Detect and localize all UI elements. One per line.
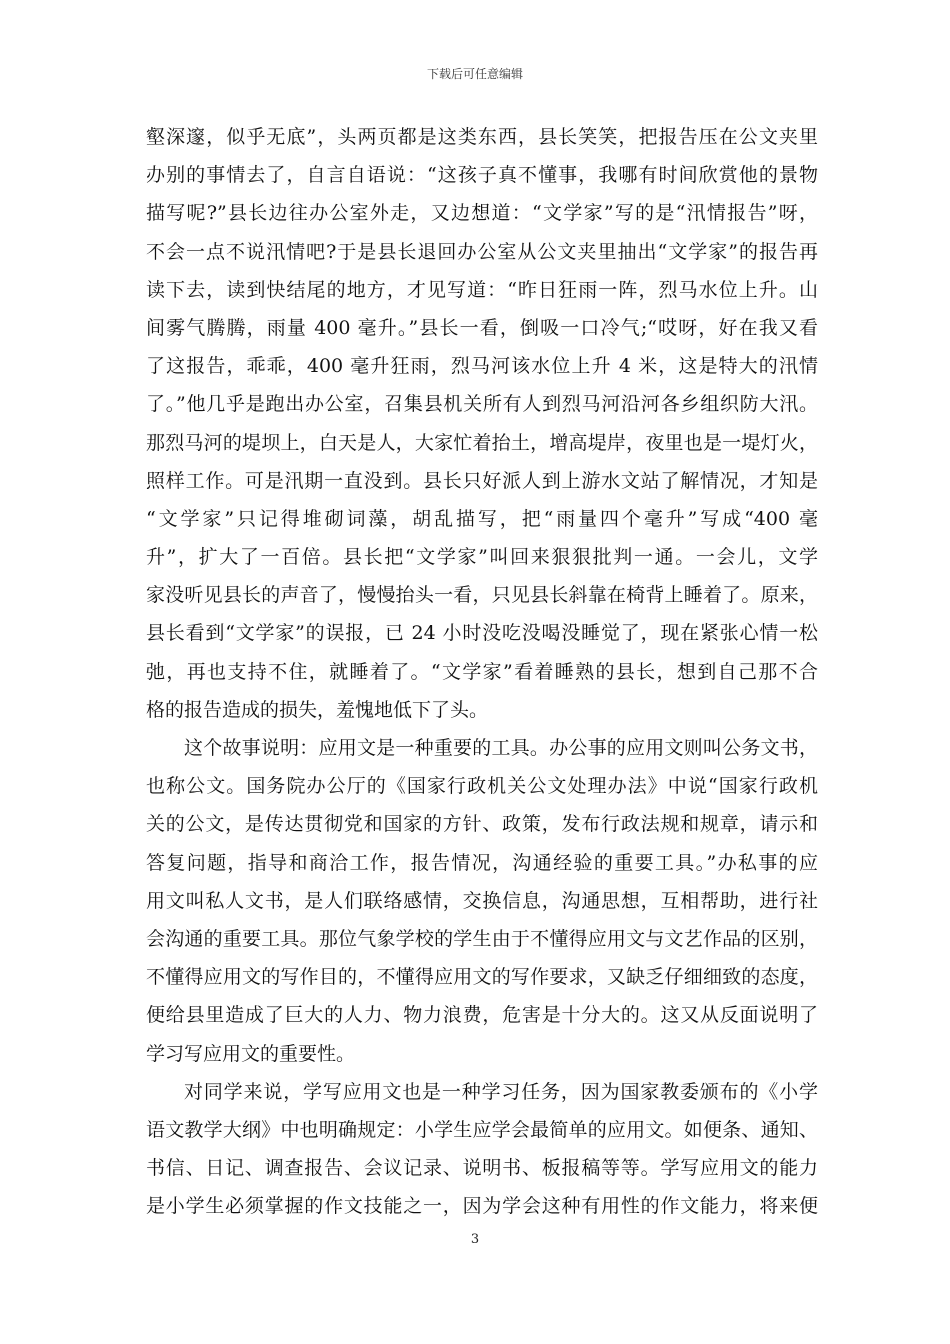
text-line: 了这报告，乖乖，400 毫升狂雨，烈马河该水位上升 4 米，这是特大的汛情 bbox=[146, 355, 818, 378]
page-number: 3 bbox=[470, 1232, 480, 1247]
text-line: 家没听见县长的声音了，慢慢抬头一看，只见县长斜靠在椅背上睡着了。原来， bbox=[146, 584, 818, 607]
text-line: “文学家”只记得堆砌词藻，胡乱描写，把“雨量四个毫升”写成“400 毫 bbox=[146, 507, 818, 530]
text-line: 描写呢?”县长边往办公室外走，又边想道：“文学家”写的是“汛情报告”呀， bbox=[146, 202, 818, 225]
text-line: 语文教学大纲》中也明确规定：小学生应学会最简单的应用文。如便条、通知、 bbox=[146, 1118, 818, 1141]
text-line: 学习写应用文的重要性。 bbox=[146, 1042, 356, 1065]
text-line: 办别的事情去了，自言自语说：“这孩子真不懂事，我哪有时间欣赏他的景物 bbox=[146, 164, 818, 187]
text-line: 书信、日记、调查报告、会议记录、说明书、板报稿等等。学写应用文的能力 bbox=[146, 1157, 818, 1180]
text-line: 这个故事说明：应用文是一种重要的工具。办公事的应用文则叫公务文书， bbox=[184, 737, 818, 759]
page-header: 下载后可任意编辑 bbox=[426, 67, 523, 81]
text-line: 关的公文，是传达贯彻党和国家的方针、政策，发布行政法规和规章，请示和 bbox=[146, 813, 818, 836]
text-line: 不懂得应用文的写作目的，不懂得应用文的写作要求，又缺乏仔细细致的态度， bbox=[146, 966, 818, 989]
text-line: 照样工作。可是汛期一直没到。县长只好派人到上游水文站了解情况，才知是 bbox=[146, 469, 818, 492]
text-line: 便给县里造成了巨大的人力、物力浪费，危害是十分大的。这又从反面说明了 bbox=[146, 1004, 818, 1027]
text-line: 用文叫私人文书，是人们联络感情，交换信息，沟通思想，互相帮助，进行社 bbox=[146, 889, 818, 912]
text-line: 答复问题，指导和商洽工作，报告情况，沟通经验的重要工具。”办私事的应 bbox=[146, 851, 818, 874]
text-line: 县长看到“文学家”的误报，已 24 小时没吃没喝没睡觉了，现在紧张心情一松 bbox=[146, 622, 818, 645]
text-line: 间雾气腾腾，雨量 400 毫升。”县长一看，倒吸一口冷气;“哎呀，好在我又看 bbox=[146, 316, 818, 339]
text-line: 会沟通的重要工具。那位气象学校的学生由于不懂得应用文与文艺作品的区别， bbox=[146, 927, 818, 950]
text-line: 对同学来说，学写应用文也是一种学习任务，因为国家教委颁布的《小学 bbox=[184, 1080, 818, 1103]
text-line: 弛，再也支持不住，就睡着了。“文学家”看着睡熟的县长，想到自己那不合 bbox=[146, 660, 818, 683]
text-line: 也称公文。国务院办公厅的《国家行政机关公文处理办法》中说“国家行政机 bbox=[146, 775, 818, 798]
text-line: 读下去，读到快结尾的地方，才见写道：“昨日狂雨一阵，烈马水位上升。山 bbox=[146, 278, 818, 301]
text-line: 升”，扩大了一百倍。县长把“文学家”叫回来狠狠批判一通。一会儿，文学 bbox=[146, 546, 818, 569]
text-line: 那烈马河的堤坝上，白天是人，大家忙着抬土，增高堤岸，夜里也是一堤灯火， bbox=[146, 431, 818, 454]
text-line: 格的报告造成的损失，羞愧地低下了头。 bbox=[146, 698, 489, 721]
text-line: 壑深邃，似乎无底”，头两页都是这类东西，县长笑笑，把报告压在公文夹里 bbox=[146, 126, 818, 148]
text-line: 是小学生必须掌握的作文技能之一，因为学会这种有用性的作文能力，将来便 bbox=[146, 1195, 818, 1218]
text-line: 了。”他几乎是跑出办公室，召集县机关所有人到烈马河沿河各乡组织防大汛。 bbox=[146, 393, 818, 416]
document-body bbox=[146, 118, 818, 1225]
text-line: 不会一点不说汛情吧?于是县长退回办公室从公文夹里抽出“文学家”的报告再 bbox=[146, 240, 818, 263]
